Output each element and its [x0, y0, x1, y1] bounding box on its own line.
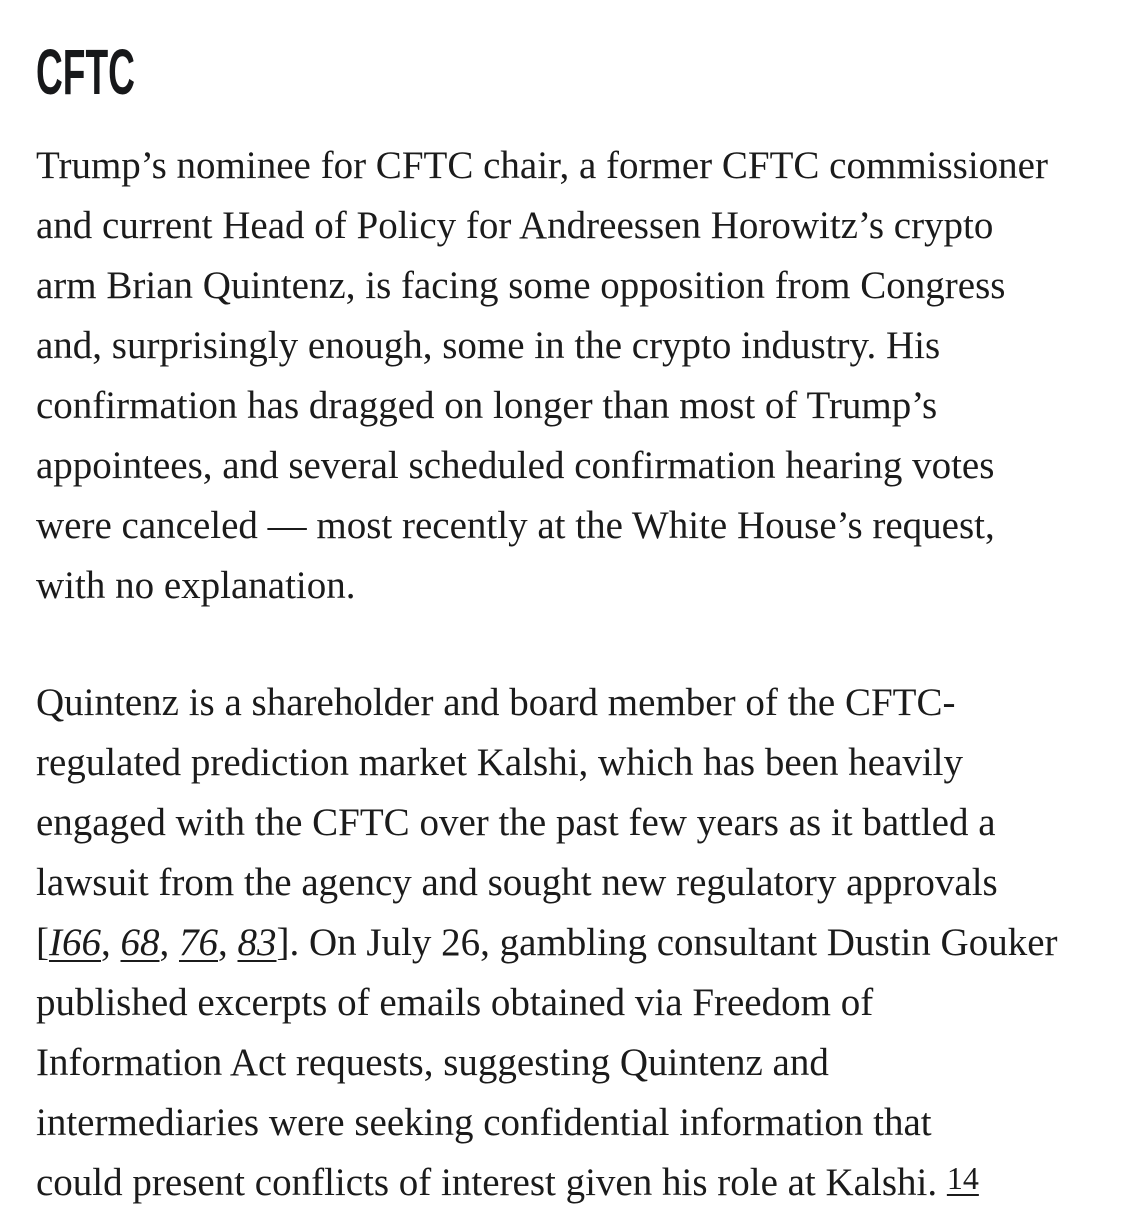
text-run: and, surprisingly enough, some in the crypto industry. His [36, 324, 941, 367]
text-line [36, 136, 1106, 196]
text-run: engaged with the CFTC over the past few years as it battled a [36, 801, 996, 844]
text-run: Information Act requests, suggesting Quintenz and [36, 1041, 829, 1084]
citation-link-76[interactable]: 76 [179, 921, 218, 964]
text-line [36, 556, 1106, 616]
text-line [36, 733, 1106, 793]
text-line [36, 793, 1106, 853]
citation-link-68[interactable]: 68 [120, 921, 160, 964]
text-run: lawsuit from the agency and sought new regulatory approvals [36, 861, 998, 904]
text-run: intermediaries were seeking confidential information that [36, 1101, 932, 1144]
citation-link-i66[interactable]: I66 [49, 921, 101, 964]
paragraph-2 [36, 673, 1106, 1214]
text-line [36, 973, 1106, 1033]
text-line [36, 316, 1106, 376]
text-line [36, 1153, 1106, 1214]
text-line [36, 376, 1106, 436]
text-run: and current Head of Policy for Andreessen Horowitz’s crypto [36, 204, 994, 247]
text-run: [ [36, 921, 49, 964]
text-line [36, 196, 1106, 256]
section-heading: CFTC [36, 36, 135, 108]
text-line [36, 853, 1106, 913]
text-run: with no explanation. [36, 564, 356, 607]
text-line [36, 436, 1106, 496]
text-line [36, 1033, 1106, 1093]
article-body [36, 136, 1106, 1214]
text-line [36, 256, 1106, 316]
text-run: appointees, and several scheduled confirmation hearing votes [36, 444, 995, 487]
footnote-ref-14[interactable]: 14 [946, 1160, 979, 1196]
text-line [36, 496, 1106, 556]
text-run: could present conflicts of interest given his role at Kalshi. [36, 1161, 947, 1204]
text-run: confirmation has dragged on longer than most of Trump’s [36, 384, 938, 427]
text-line [36, 1093, 1106, 1153]
paragraph-1 [36, 136, 1106, 616]
text-run: arm Brian Quintenz, is facing some opposition from Congress [36, 264, 1006, 307]
text-run: , [159, 921, 179, 964]
text-run: Quintenz is a shareholder and board member of the CFTC- [36, 681, 956, 724]
text-run: were canceled — most recently at the White House’s request, [36, 504, 995, 547]
text-run: regulated prediction market Kalshi, which has been heavily [36, 741, 964, 784]
text-run: , [101, 921, 121, 964]
text-line [36, 913, 1106, 973]
text-line [36, 673, 1106, 733]
text-run: , [218, 921, 238, 964]
text-run: Trump’s nominee for CFTC chair, a former CFTC commissioner [36, 144, 1048, 187]
text-run: published excerpts of emails obtained via Freedom of [36, 981, 874, 1024]
text-run: ]. On July 26, gambling consultant Dustin Gouker [276, 921, 1058, 964]
citation-link-83[interactable]: 83 [237, 921, 277, 964]
